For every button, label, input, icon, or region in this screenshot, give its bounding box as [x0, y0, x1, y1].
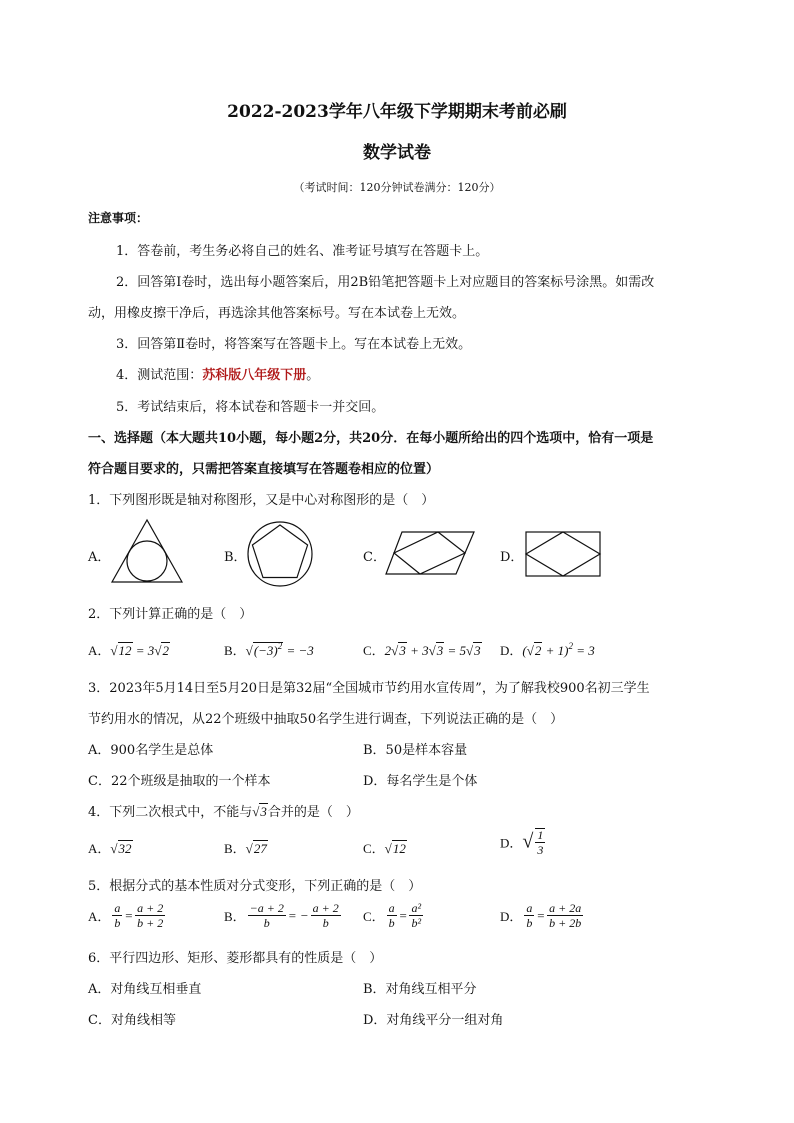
q4-option-d — [500, 828, 547, 856]
q5-option-c — [363, 902, 425, 929]
q5-a-right-fraction — [135, 902, 165, 929]
q5-d-equals: = — [536, 907, 546, 923]
q6-option-a: A．对角线互相垂直 — [88, 982, 202, 997]
rectangle-with-rhombus-figure — [524, 530, 602, 578]
q2-b-radicand — [253, 642, 283, 658]
triangle-with-incircle-figure — [110, 518, 185, 586]
note-item-4 — [116, 364, 319, 383]
question-1-stem: 1．下列图形既是轴对称图形，又是中心对称图形的是（ ） — [88, 493, 435, 508]
q6-option-b: B．对角线互相平分 — [363, 982, 477, 997]
q4-stem-suffix: 合并的是（ ） — [267, 805, 359, 820]
q5-c-left-den: b — [388, 916, 395, 930]
q5-option-d-label: D． — [500, 909, 523, 924]
q5-c-left-fraction — [387, 902, 397, 929]
note-item-1: 1．答卷前，考生务必将自己的姓名、准考证号填写在答题卡上。 — [116, 244, 489, 259]
q1-option-c-label: C． — [363, 550, 386, 565]
q2-d-radicand: 2 — [534, 643, 542, 658]
sqrt-icon: √ — [391, 643, 399, 658]
q5-a-right-den: b + 2 — [137, 916, 164, 930]
question-5-stem: 5．根据分式的基本性质对分式变形，下列正确的是（ ） — [88, 879, 422, 894]
q3-option-b: B．50是样本容量 — [363, 743, 468, 758]
q5-c-right-num: a² — [411, 901, 422, 915]
q5-c-left-num: a — [388, 901, 395, 915]
test-scope: 苏科版八年级下册 — [202, 368, 307, 383]
q2-a-result-radicand: 2 — [162, 643, 169, 658]
q5-option-c-label: C． — [363, 909, 385, 924]
exam-info: （考试时间：120分钟试卷满分：120分） — [293, 181, 501, 194]
q4-option-b — [224, 838, 268, 857]
q2-c-equals: = 5 — [444, 643, 467, 658]
notes-heading: 注意事项： — [88, 211, 149, 225]
question-6-stem: 6．平行四边形、矩形、菱形都具有的性质是（ ） — [88, 951, 383, 966]
q2-option-d — [500, 640, 595, 659]
q5-c-right-fraction — [409, 902, 423, 929]
sqrt-icon: √ — [526, 643, 534, 658]
q2-b-base: (−3) — [253, 643, 278, 658]
q5-b-left-num: −a + 2 — [249, 901, 284, 915]
q1-option-a-label: A． — [88, 550, 111, 565]
q4-stem-radicand: 3 — [260, 804, 267, 819]
q6-option-d: D．对角线平分一组对角 — [363, 1013, 504, 1028]
q5-d-left-num: a — [526, 901, 533, 915]
question-2-stem: 2．下列计算正确的是（ ） — [88, 607, 253, 622]
q4-stem-prefix: 4．下列二次根式中，不能与 — [88, 805, 253, 820]
sqrt-icon: √ — [110, 841, 118, 856]
q2-option-c — [363, 640, 482, 659]
q5-a-right-num: a + 2 — [137, 901, 164, 915]
q4-option-d-label: D． — [500, 835, 523, 851]
q5-c-right-den: b² — [411, 916, 422, 930]
note-item-4-suffix: 。 — [306, 368, 320, 383]
q2-d-exponent: 2 — [568, 641, 573, 651]
q2-option-c-label: C． — [363, 643, 385, 658]
q5-b-left-fraction — [248, 902, 286, 929]
q1-option-b-label: B． — [224, 550, 247, 565]
q5-b-right-num: a + 2 — [312, 901, 339, 915]
q6-option-c: C．对角线相等 — [88, 1013, 176, 1028]
q2-d-equals: = 3 — [572, 643, 595, 658]
sqrt-icon: √ — [245, 643, 253, 658]
q4-a-radicand: 32 — [118, 841, 132, 856]
q5-d-right-fraction — [547, 902, 583, 929]
q2-a-radicand: 12 — [118, 643, 132, 658]
q4-c-radicand: 12 — [392, 841, 406, 856]
q5-a-equals: = — [124, 907, 134, 923]
q4-option-b-label: B． — [224, 841, 246, 856]
note-item-4-prefix: 4．测试范围： — [116, 368, 203, 383]
note-item-5: 5．考试结束后，将本试卷和答题卡一并交回。 — [116, 400, 385, 415]
sqrt-icon: √ — [428, 643, 436, 658]
sqrt-icon: √ — [110, 643, 118, 658]
q5-option-d — [500, 902, 585, 929]
q1-option-d-label: D． — [500, 550, 524, 565]
q3-option-d: D．每名学生是个体 — [363, 774, 478, 789]
q3-option-c: C．22个班级是抽取的一个样本 — [88, 774, 271, 789]
q3-option-a: A．900名学生是总体 — [88, 743, 214, 758]
q2-a-equals: = 3 — [132, 643, 155, 658]
sqrt-icon: √ — [252, 804, 260, 819]
q2-c-coef: 2 — [384, 643, 392, 658]
sqrt-icon: √ — [466, 643, 474, 658]
note-item-2-line-2: 动，用橡皮擦干净后，再选涂其他答案标号。写在本试卷上无效。 — [88, 306, 466, 321]
exam-title: 2022-2023学年八年级下学期期末考前必刷 — [227, 102, 567, 122]
q2-c-radicand-3: 3 — [474, 643, 481, 658]
q4-b-radicand: 27 — [253, 841, 267, 856]
q5-d-right-num: a + 2a — [549, 901, 582, 915]
q2-option-a — [88, 640, 170, 659]
exam-subtitle: 数学试卷 — [363, 143, 431, 163]
q5-a-left-den: b — [114, 916, 121, 930]
q2-c-radicand-2: 3 — [436, 643, 444, 658]
question-4-stem — [88, 801, 359, 820]
q4-d-denominator: 3 — [537, 843, 544, 857]
q5-d-left-den: b — [526, 916, 533, 930]
q2-option-d-label: D． — [500, 643, 523, 658]
sqrt-icon: √ — [522, 830, 534, 853]
sqrt-icon: √ — [154, 643, 162, 658]
q4-d-numerator: 1 — [537, 828, 544, 842]
q5-option-b-label: B． — [224, 909, 246, 924]
q5-b-right-den: b — [322, 916, 329, 930]
q5-d-right-den: b + 2b — [549, 916, 582, 930]
q5-a-left-fraction — [112, 902, 122, 929]
note-item-3: 3．回答第Ⅱ卷时，将答案写在答题卡上。写在本试卷上无效。 — [116, 337, 472, 352]
q2-c-radicand-1: 3 — [399, 643, 406, 658]
q2-b-equals: = −3 — [283, 643, 314, 658]
pentagon-in-circle-figure — [246, 520, 314, 588]
q5-b-right-fraction — [311, 902, 341, 929]
q5-b-left-den: b — [263, 916, 270, 930]
q5-c-equals: = — [398, 907, 408, 923]
section-1-instructions-line-2: 符合题目要求的，只需把答案直接填写在答题卷相应的位置） — [88, 462, 440, 477]
q5-option-a — [88, 902, 167, 929]
sqrt-icon: √ — [245, 841, 253, 856]
q2-option-b-label: B． — [224, 643, 246, 658]
q2-option-a-label: A． — [88, 643, 111, 658]
sqrt-icon: √ — [384, 841, 392, 856]
q4-option-a-label: A． — [88, 841, 111, 856]
q5-option-a-label: A． — [88, 909, 111, 924]
note-item-2-line-1: 2．回答第Ⅰ卷时，选出每小题答案后，用2B铅笔把答题卡上对应题目的答案标号涂黑。如需改 — [116, 275, 655, 290]
q4-option-a — [88, 838, 133, 857]
q2-d-open-paren: ( — [522, 643, 527, 658]
q5-b-equals: = − — [287, 907, 309, 923]
q2-c-plus: + 3 — [406, 643, 429, 658]
question-3-stem-line-1: 3．2023年5月14日至5月20日是第32届“全国城市节约用水宣传周”，为了解我校900名初三学生 — [88, 681, 650, 696]
q5-option-b — [224, 902, 343, 929]
q2-option-b — [224, 640, 314, 659]
q5-a-left-num: a — [114, 901, 121, 915]
q5-d-left-fraction — [524, 902, 534, 929]
q4-d-fraction — [535, 828, 545, 856]
q4-option-c-label: C． — [363, 841, 385, 856]
section-1-instructions-line-1: 一、选择题（本大题共10小题，每小题2分，共20分．在每小题所给出的四个选项中，恰有一项是 — [88, 431, 654, 446]
q2-b-exponent: 2 — [277, 641, 283, 651]
parallelogram-with-rhombus-figure — [384, 530, 476, 576]
q4-option-c — [363, 838, 407, 857]
q2-d-plus: + 1) — [542, 643, 569, 658]
question-3-stem-line-2: 节约用水的情况，从22个班级中抽取50名学生进行调查，下列说法正确的是（ ） — [88, 712, 564, 727]
